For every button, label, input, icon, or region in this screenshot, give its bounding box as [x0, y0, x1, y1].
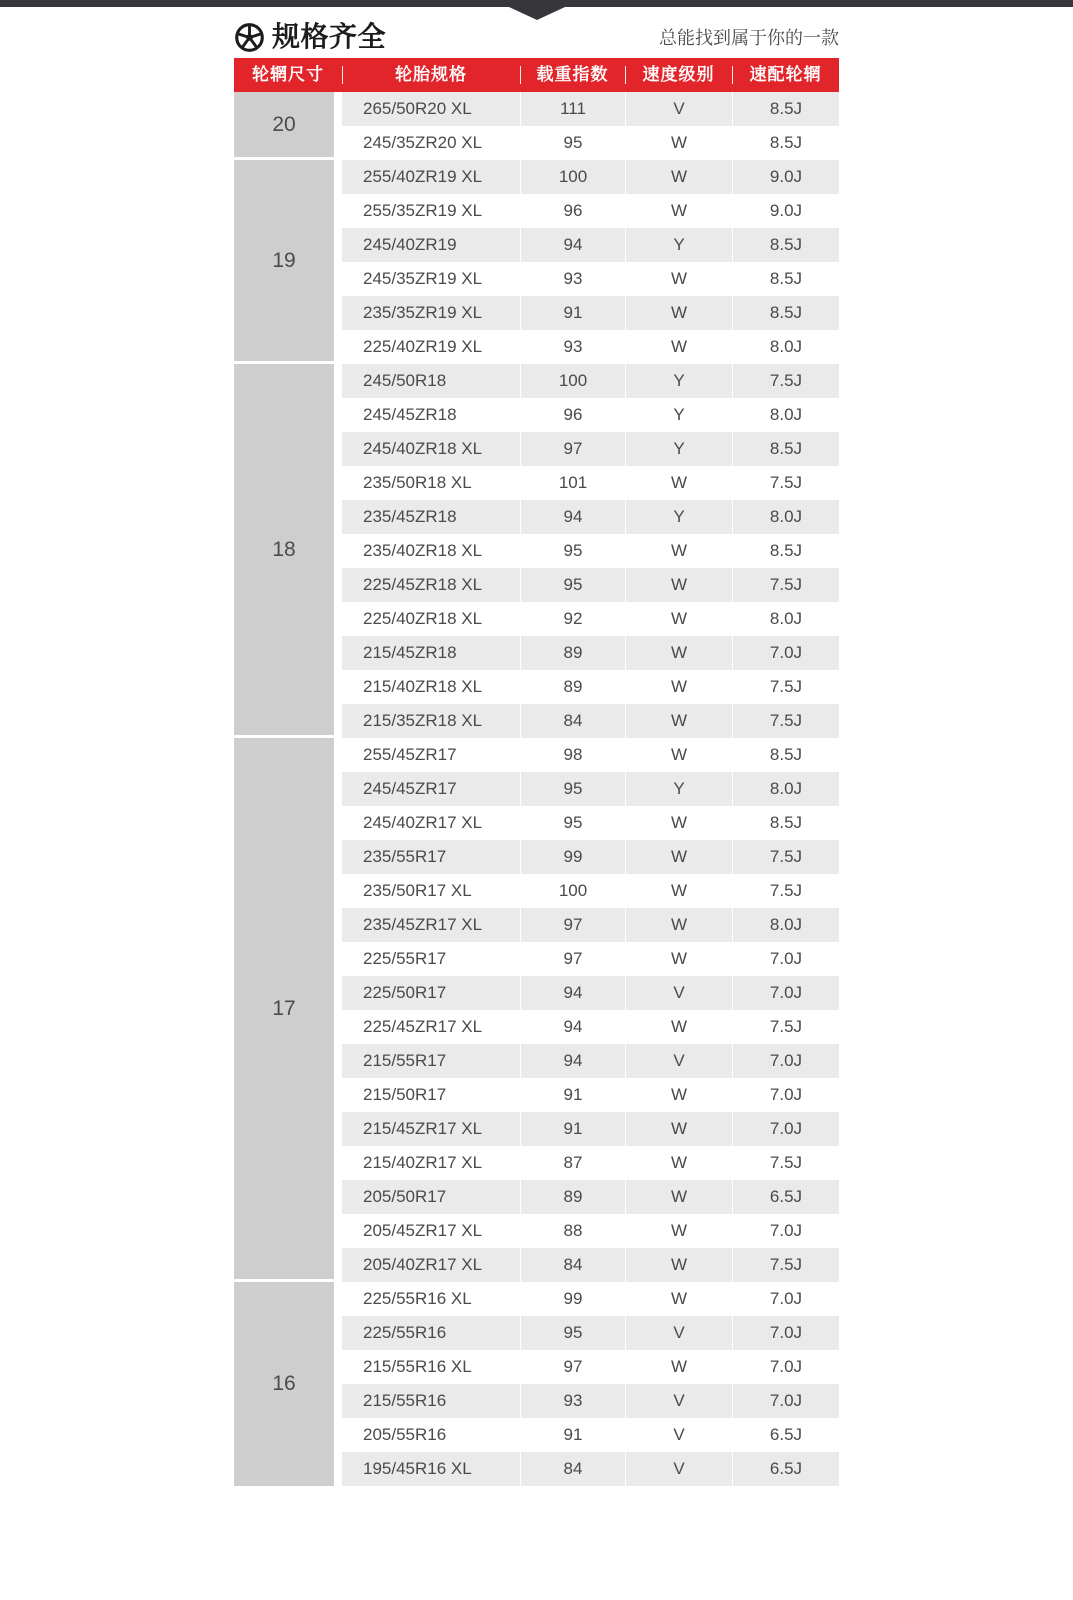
load-index-cell: 91 [520, 1112, 625, 1146]
rim-width-cell: 7.0J [732, 1044, 839, 1078]
rim-width-cell: 7.0J [732, 636, 839, 670]
table-row [342, 602, 839, 636]
rim-width-cell: 7.0J [732, 1214, 839, 1248]
speed-rating-cell: W [625, 1112, 732, 1146]
speed-rating-cell: Y [625, 432, 732, 466]
rim-width-cell: 7.0J [732, 976, 839, 1010]
table-row [342, 364, 839, 398]
section-header [234, 21, 839, 53]
table-row [342, 908, 839, 942]
speed-rating-cell: W [625, 568, 732, 602]
table-header-row [234, 58, 839, 92]
rim-width-cell: 7.5J [732, 1146, 839, 1180]
rim-width-cell: 7.5J [732, 1248, 839, 1282]
table-row [342, 1418, 839, 1452]
table-row [342, 126, 839, 160]
rim-width-cell: 8.0J [732, 908, 839, 942]
tire-spec-cell: 195/45R16 XL [363, 1459, 472, 1478]
table-row [342, 738, 839, 772]
rim-width-cell: 8.0J [732, 330, 839, 364]
table-row [342, 1112, 839, 1146]
rim-width-cell: 9.0J [732, 194, 839, 228]
rim-width-cell: 7.0J [732, 1078, 839, 1112]
table-row [342, 942, 839, 976]
speed-rating-cell: V [625, 1044, 732, 1078]
column-header: 载重指数 [536, 65, 609, 84]
tire-spec-cell: 245/40ZR18 XL [363, 439, 483, 458]
column-header: 速配轮辋 [749, 65, 822, 84]
rim-width-cell: 7.5J [732, 840, 839, 874]
wheel-size-cell: 20 [234, 92, 334, 157]
table-rows [342, 92, 839, 1486]
rim-width-cell: 6.5J [732, 1180, 839, 1214]
table-row [342, 296, 839, 330]
rim-width-cell: 7.5J [732, 704, 839, 738]
load-index-cell: 94 [520, 976, 625, 1010]
wheel-size-cell: 18 [234, 364, 334, 735]
tire-spec-cell: 225/50R17 [363, 983, 447, 1002]
tire-spec-cell: 245/40ZR19 [363, 235, 457, 254]
tire-spec-cell: 245/45ZR18 [363, 405, 457, 424]
load-index-cell: 98 [520, 738, 625, 772]
tire-spec-cell: 215/35ZR18 XL [363, 711, 483, 730]
speed-rating-cell: W [625, 908, 732, 942]
header-divider [732, 66, 733, 84]
table-row [342, 262, 839, 296]
tire-spec-cell: 225/40ZR18 XL [363, 609, 483, 628]
speed-rating-cell: Y [625, 398, 732, 432]
load-index-cell: 95 [520, 806, 625, 840]
speed-rating-cell: V [625, 1316, 732, 1350]
speed-rating-cell: W [625, 330, 732, 364]
speed-rating-cell: W [625, 636, 732, 670]
rim-width-cell: 7.5J [732, 1010, 839, 1044]
rim-width-cell: 8.5J [732, 126, 839, 160]
table-row [342, 704, 839, 738]
tire-spec-cell: 215/55R16 XL [363, 1357, 472, 1376]
speed-rating-cell: V [625, 92, 732, 126]
load-index-cell: 88 [520, 1214, 625, 1248]
tire-spec-cell: 205/45ZR17 XL [363, 1221, 483, 1240]
rim-width-cell: 7.0J [732, 1282, 839, 1316]
tire-spec-cell: 205/50R17 [363, 1187, 447, 1206]
speed-rating-cell: W [625, 1282, 732, 1316]
load-index-cell: 100 [520, 160, 625, 194]
rim-width-cell: 7.0J [732, 942, 839, 976]
rim-width-cell: 7.0J [732, 1316, 839, 1350]
tire-spec-cell: 235/50R18 XL [363, 473, 472, 492]
tire-spec-cell: 245/45ZR17 [363, 779, 457, 798]
speed-rating-cell: Y [625, 772, 732, 806]
table-row [342, 1384, 839, 1418]
tire-spec-cell: 235/40ZR18 XL [363, 541, 483, 560]
tire-spec-cell: 255/45ZR17 [363, 745, 457, 764]
load-index-cell: 97 [520, 908, 625, 942]
load-index-cell: 95 [520, 1316, 625, 1350]
table-row [342, 1044, 839, 1078]
rim-width-cell: 7.0J [732, 1112, 839, 1146]
rim-width-cell: 7.5J [732, 568, 839, 602]
wheel-size-cell: 16 [234, 1282, 334, 1486]
speed-rating-cell: W [625, 840, 732, 874]
load-index-cell: 101 [520, 466, 625, 500]
tire-spec-cell: 225/45ZR18 XL [363, 575, 483, 594]
rim-width-cell: 7.5J [732, 670, 839, 704]
load-index-cell: 99 [520, 840, 625, 874]
tire-spec-cell: 225/55R16 XL [363, 1289, 472, 1308]
load-index-cell: 97 [520, 432, 625, 466]
table-row [342, 1010, 839, 1044]
load-index-cell: 96 [520, 194, 625, 228]
speed-rating-cell: W [625, 194, 732, 228]
table-row [342, 534, 839, 568]
speed-rating-cell: V [625, 976, 732, 1010]
load-index-cell: 99 [520, 1282, 625, 1316]
rim-width-cell: 9.0J [732, 160, 839, 194]
table-row [342, 330, 839, 364]
load-index-cell: 84 [520, 704, 625, 738]
tire-spec-cell: 235/55R17 [363, 847, 447, 866]
wheel-size-column [234, 92, 334, 1486]
tire-spec-cell: 245/35ZR19 XL [363, 269, 483, 288]
speed-rating-cell: W [625, 1010, 732, 1044]
speed-rating-cell: W [625, 704, 732, 738]
table-row [342, 1248, 839, 1282]
tire-spec-cell: 255/35ZR19 XL [363, 201, 483, 220]
tire-spec-cell: 235/45ZR17 XL [363, 915, 483, 934]
load-index-cell: 100 [520, 364, 625, 398]
rim-width-cell: 6.5J [732, 1452, 839, 1486]
table-row [342, 92, 839, 126]
speed-rating-cell: W [625, 1248, 732, 1282]
load-index-cell: 95 [520, 534, 625, 568]
table-row [342, 1452, 839, 1486]
spec-table [234, 58, 839, 1486]
load-index-cell: 100 [520, 874, 625, 908]
load-index-cell: 94 [520, 228, 625, 262]
table-row [342, 636, 839, 670]
table-row [342, 772, 839, 806]
speed-rating-cell: W [625, 1078, 732, 1112]
rim-width-cell: 8.5J [732, 806, 839, 840]
tire-spec-cell: 205/55R16 [363, 1425, 447, 1444]
tire-spec-cell: 205/40ZR17 XL [363, 1255, 483, 1274]
tire-spec-cell: 215/50R17 [363, 1085, 447, 1104]
table-row [342, 1214, 839, 1248]
rim-width-cell: 8.5J [732, 228, 839, 262]
table-row [342, 466, 839, 500]
speed-rating-cell: W [625, 262, 732, 296]
table-row [342, 568, 839, 602]
column-gutter [334, 92, 342, 1486]
rim-width-cell: 8.0J [732, 602, 839, 636]
speed-rating-cell: W [625, 874, 732, 908]
load-index-cell: 91 [520, 1078, 625, 1112]
rim-width-cell: 8.5J [732, 738, 839, 772]
top-dark-bar [0, 0, 1073, 7]
rim-width-cell: 7.5J [732, 466, 839, 500]
rim-width-cell: 6.5J [732, 1418, 839, 1452]
tire-spec-cell: 225/55R17 [363, 949, 447, 968]
column-header: 轮胎规格 [395, 65, 467, 84]
tire-spec-cell: 235/45ZR18 [363, 507, 457, 526]
speed-rating-cell: Y [625, 364, 732, 398]
table-row [342, 976, 839, 1010]
page-subtitle: 总能找到属于你的一款 [659, 28, 839, 48]
table-row [342, 874, 839, 908]
load-index-cell: 91 [520, 296, 625, 330]
load-index-cell: 97 [520, 942, 625, 976]
table-row [342, 840, 839, 874]
tire-spec-cell: 245/35ZR20 XL [363, 133, 483, 152]
page-title: 规格齐全 [272, 21, 387, 52]
rim-width-cell: 7.0J [732, 1384, 839, 1418]
table-row [342, 160, 839, 194]
speed-rating-cell: V [625, 1384, 732, 1418]
rim-width-cell: 7.0J [732, 1350, 839, 1384]
rim-width-cell: 8.5J [732, 432, 839, 466]
load-index-cell: 89 [520, 670, 625, 704]
speed-rating-cell: Y [625, 500, 732, 534]
table-row [342, 806, 839, 840]
load-index-cell: 94 [520, 1010, 625, 1044]
load-index-cell: 111 [520, 92, 625, 126]
table-row [342, 670, 839, 704]
wheel-size-cell: 19 [234, 160, 334, 361]
speed-rating-cell: W [625, 126, 732, 160]
load-index-cell: 96 [520, 398, 625, 432]
header-divider [520, 66, 521, 84]
speed-rating-cell: Y [625, 228, 732, 262]
table-row [342, 1146, 839, 1180]
load-index-cell: 84 [520, 1452, 625, 1486]
tire-spec-cell: 215/45ZR18 [363, 643, 457, 662]
speed-rating-cell: W [625, 1350, 732, 1384]
load-index-cell: 94 [520, 500, 625, 534]
table-row [342, 1180, 839, 1214]
tire-spec-cell: 245/50R18 [363, 371, 447, 390]
table-row [342, 1282, 839, 1316]
speed-rating-cell: W [625, 670, 732, 704]
table-row [342, 398, 839, 432]
load-index-cell: 97 [520, 1350, 625, 1384]
speed-rating-cell: W [625, 738, 732, 772]
column-header: 轮辋尺寸 [252, 65, 324, 84]
wheel-rim-icon [234, 22, 265, 53]
table-row [342, 1316, 839, 1350]
tire-spec-cell: 235/50R17 XL [363, 881, 472, 900]
table-row [342, 194, 839, 228]
tire-spec-cell: 255/40ZR19 XL [363, 167, 483, 186]
speed-rating-cell: W [625, 466, 732, 500]
title-wrap [234, 21, 386, 53]
header-divider [625, 66, 626, 84]
rim-width-cell: 8.0J [732, 398, 839, 432]
rim-width-cell: 7.5J [732, 364, 839, 398]
speed-rating-cell: W [625, 602, 732, 636]
tire-spec-cell: 215/45ZR17 XL [363, 1119, 483, 1138]
load-index-cell: 93 [520, 262, 625, 296]
tire-spec-cell: 225/45ZR17 XL [363, 1017, 483, 1036]
tire-spec-cell: 225/55R16 [363, 1323, 447, 1342]
rim-width-cell: 8.5J [732, 296, 839, 330]
wheel-size-cell: 17 [234, 738, 334, 1279]
tire-spec-cell: 265/50R20 XL [363, 99, 472, 118]
column-header: 速度级别 [642, 65, 715, 84]
load-index-cell: 91 [520, 1418, 625, 1452]
rim-width-cell: 8.5J [732, 92, 839, 126]
down-triangle-pointer [509, 7, 565, 20]
load-index-cell: 89 [520, 1180, 625, 1214]
speed-rating-cell: V [625, 1418, 732, 1452]
rim-width-cell: 8.5J [732, 534, 839, 568]
header-divider [342, 66, 343, 84]
table-row [342, 432, 839, 466]
rim-width-cell: 8.0J [732, 500, 839, 534]
load-index-cell: 95 [520, 126, 625, 160]
speed-rating-cell: W [625, 1180, 732, 1214]
table-row [342, 500, 839, 534]
table-row [342, 1350, 839, 1384]
speed-rating-cell: W [625, 1146, 732, 1180]
tire-spec-cell: 215/55R17 [363, 1051, 447, 1070]
speed-rating-cell: W [625, 1214, 732, 1248]
load-index-cell: 84 [520, 1248, 625, 1282]
tire-spec-cell: 245/40ZR17 XL [363, 813, 483, 832]
tire-spec-cell: 225/40ZR19 XL [363, 337, 483, 356]
speed-rating-cell: V [625, 1452, 732, 1486]
tire-spec-cell: 215/40ZR17 XL [363, 1153, 483, 1172]
rim-width-cell: 8.5J [732, 262, 839, 296]
load-index-cell: 87 [520, 1146, 625, 1180]
tire-spec-cell: 215/40ZR18 XL [363, 677, 483, 696]
load-index-cell: 93 [520, 1384, 625, 1418]
load-index-cell: 92 [520, 602, 625, 636]
load-index-cell: 95 [520, 772, 625, 806]
speed-rating-cell: W [625, 160, 732, 194]
tire-spec-cell: 215/55R16 [363, 1391, 447, 1410]
table-row [342, 1078, 839, 1112]
speed-rating-cell: W [625, 942, 732, 976]
speed-rating-cell: W [625, 806, 732, 840]
load-index-cell: 93 [520, 330, 625, 364]
rim-width-cell: 7.5J [732, 874, 839, 908]
rim-width-cell: 8.0J [732, 772, 839, 806]
load-index-cell: 95 [520, 568, 625, 602]
table-body [234, 92, 839, 1486]
speed-rating-cell: W [625, 534, 732, 568]
load-index-cell: 89 [520, 636, 625, 670]
table-row [342, 228, 839, 262]
speed-rating-cell: W [625, 296, 732, 330]
load-index-cell: 94 [520, 1044, 625, 1078]
tire-spec-cell: 235/35ZR19 XL [363, 303, 483, 322]
